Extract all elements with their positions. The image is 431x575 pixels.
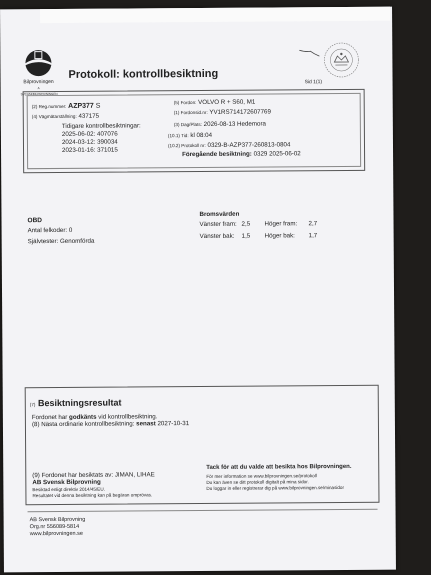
protocol-number-value: 0329-B-AZP377-260813-0804 — [207, 141, 291, 149]
brake-right-rear-label: Höger bak: — [264, 232, 295, 240]
paper-edge — [40, 7, 390, 23]
pen-mark — [298, 45, 320, 63]
previous-inspection-value: 0329 2025-06-02 — [253, 150, 301, 158]
previous-inspection-label: Föregående besiktning: — [182, 150, 252, 159]
logo-sub: A SVENSKBILPROVNINGEN — [20, 86, 58, 97]
date-place-label: (3) Dag/Plats: — [173, 121, 202, 128]
brake-left-front-label: Vänster fram: — [199, 220, 237, 228]
previous-inspection-2: 2024-03-12: 390034 — [61, 138, 118, 146]
bilprovningen-logo-icon — [20, 49, 56, 79]
result-title-number: (7) — [29, 402, 36, 408]
previous-inspections-label: Tidigare kontrollbesiktningar: — [61, 122, 141, 130]
protocol-sheet — [0, 7, 396, 573]
footer-website: www.bilprovningen.se — [29, 530, 83, 538]
vehicle-label: (5) Fordon: — [173, 100, 197, 106]
result-approved: godkänts — [69, 413, 97, 421]
brake-left-front-value: 2,5 — [241, 220, 251, 228]
vehicle-id-label: (1) Fordonsid.nr: — [173, 109, 208, 116]
previous-inspection-3: 2023-01-16: 371015 — [62, 146, 118, 154]
time-label: (10.1) Tid: — [167, 133, 189, 139]
result-box — [25, 385, 380, 505]
logo-name: Bilprovningen — [23, 79, 54, 86]
brake-left-rear-value: 1,5 — [241, 232, 251, 240]
accreditation-note: Besiktad enligt direktiv 2014/45/EU. — [32, 486, 105, 493]
next-inspection-latest: senast — [136, 420, 156, 428]
inspector: (9) Fordonet har besiktats av: JIMAN, LIHAE — [32, 471, 155, 480]
info-line-1: För mer information se www.bilprovningen.se/protokoll — [206, 473, 317, 479]
bilprovningen-logo — [20, 49, 56, 97]
result-company: AB Svensk Bilprovning — [32, 478, 101, 487]
next-inspection-label: (8) Nästa ordinarie kontrollbesiktning: — [31, 420, 137, 429]
obd-title: OBD — [27, 217, 42, 225]
brake-right-front-value: 2,7 — [308, 220, 318, 228]
result-line1-a: Fordonet har — [31, 413, 70, 422]
page-title: Protokoll: kontrollbesiktning — [68, 67, 219, 81]
reg-number-suffix: S — [95, 102, 101, 110]
brakes-title: Bromsvärden — [199, 210, 240, 218]
reg-number-label: (2) Reg.nummer: — [31, 103, 67, 110]
odometer-label: (4) Vägmätarställning: — [31, 113, 77, 120]
footer-divider — [28, 509, 378, 512]
obd-fault-count: Antal felkoder: 0 — [27, 226, 73, 235]
footer-company: AB Svensk Bilprovning — [29, 516, 86, 524]
page-number: Sid 1(1) — [304, 79, 323, 86]
brake-right-rear-value: 1,7 — [308, 232, 318, 240]
reg-number-value: AZP377 — [68, 102, 94, 110]
result-title: Besiktningsresultat — [37, 397, 122, 409]
footer-org-number: Org.nr 556089-5814 — [29, 523, 80, 531]
footer — [30, 517, 86, 538]
date-place-value: 2026-08-13 Hedemora — [203, 120, 266, 128]
next-inspection-date: 2027-10-31 — [155, 420, 190, 428]
result-line1-c: vid kontrollbesiktning. — [96, 413, 158, 421]
brake-right-front-label: Höger fram: — [264, 220, 298, 228]
accreditation-seal-icon — [322, 41, 360, 79]
thanks-text: Tack för att du valde att besikta hos Bilprovningen. — [206, 463, 352, 471]
vehicle-info-box — [23, 89, 366, 173]
reexamination-note: Resultatet vid denna besiktning kan på begäran omprövas. — [32, 492, 153, 499]
brake-left-rear-label: Vänster bak: — [199, 232, 235, 240]
odometer-value: 437175 — [78, 112, 100, 120]
previous-inspection-1: 2025-06-02: 407076 — [61, 130, 118, 138]
time-value: kl 08:04 — [190, 131, 213, 140]
info-line-2: Du kan även se ditt protokoll digitalt på mina sidor. — [206, 479, 309, 485]
vehicle-value: VOLVO R + S60, M1 — [198, 98, 256, 106]
vehicle-id-value: YV1RS714172607769 — [209, 108, 271, 116]
info-line-3: Du loggar in eller registrerar dig på www.bilprovningen.se/minasidor — [206, 484, 345, 491]
protocol-number-label: (10.2) Protokoll nr: — [167, 142, 206, 149]
obd-selftest: Självtester: Genomförda — [27, 237, 95, 246]
